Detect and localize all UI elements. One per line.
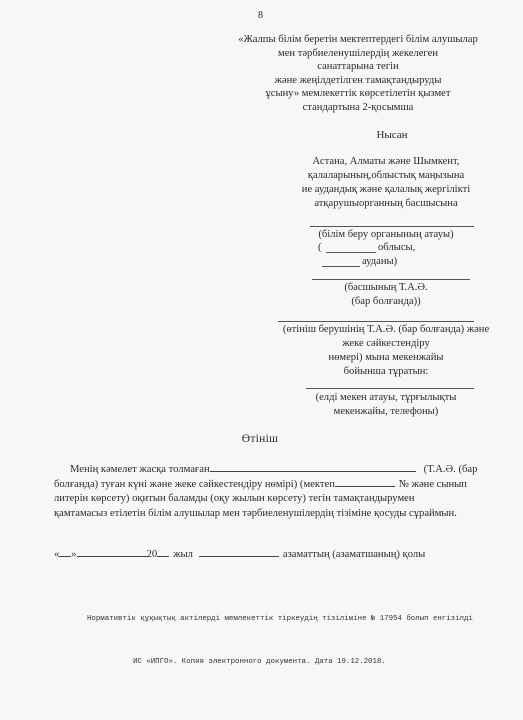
address-field-line[interactable] bbox=[306, 388, 474, 389]
applicant-field-line[interactable] bbox=[278, 321, 474, 322]
region-open-paren: ( bbox=[318, 242, 322, 253]
header-line: ұсыну» мемлекеттік көрсетілетін қызмет bbox=[265, 88, 451, 100]
applicant-caption-2: жеке сәйкестендіру bbox=[342, 338, 430, 349]
year-prefix: 20 bbox=[146, 549, 158, 560]
applicant-caption-4: бойынша тұратын: bbox=[343, 366, 429, 377]
org-name-field-line[interactable] bbox=[310, 226, 474, 227]
registry-note: Нормативтік құқықтық актілерді мемлекеттік тіркеудің тізіліміне № 17954 болып енгізілді bbox=[87, 615, 473, 623]
addressee-line: қалаларының,облыстық маңызына bbox=[307, 170, 465, 181]
header-line: стандартына 2-қосымша bbox=[302, 101, 414, 113]
addressee-line: Астана, Алматы және Шымкент, bbox=[312, 156, 460, 167]
date-signature-line bbox=[54, 546, 512, 562]
body-line-4: қамтамасыз етілетін білім алушылар мен тәрбиеленушілердің тізіміне қосуды сұраймын. bbox=[54, 508, 457, 519]
addressee-line: ие аудандық және қалалық жергілікті bbox=[301, 184, 471, 195]
body-text: (Т.А.Ә. (бар bbox=[423, 464, 478, 475]
signature-label: азаматтың (азаматшаның) қолы bbox=[282, 549, 426, 560]
addressee-block bbox=[252, 155, 520, 211]
head-caption-2: (бар болғанда)) bbox=[351, 296, 421, 307]
body-line-1 bbox=[54, 461, 512, 477]
org-name-caption: (білім беру органының атауы) bbox=[318, 229, 454, 240]
year-field[interactable] bbox=[157, 546, 169, 557]
district-field-line[interactable] bbox=[322, 266, 360, 267]
applicant-caption-1: (өтініш берушінің Т.А.Ә. (бар болғанда) және bbox=[282, 324, 490, 335]
footer-note: ИС «ИПГО». Копия электронного документа. Дата 19.12.2018. bbox=[133, 658, 386, 666]
document-title: Өтініш bbox=[241, 433, 279, 445]
body-text: Менің кәмелет жасқа толмаған bbox=[70, 464, 210, 475]
region-field-line[interactable] bbox=[326, 252, 376, 253]
district-label: ауданы) bbox=[362, 256, 398, 267]
header-line: санаттарына тегін bbox=[317, 61, 399, 73]
region-label: облысы, bbox=[378, 242, 416, 253]
body-line-3: литерін көрсету) оқитын баламды (оқу жылын көрсету) тегін тамақтандырумен bbox=[54, 493, 415, 504]
page-number: 8 bbox=[258, 10, 263, 21]
body-line-2 bbox=[54, 476, 512, 492]
header-line: мен тәрбиеленушілердің жекелеген bbox=[278, 47, 438, 59]
header-line: және жеңілдетілген тамақтандыруды bbox=[274, 74, 442, 86]
date-close-quote: » bbox=[71, 549, 77, 560]
day-field[interactable] bbox=[59, 546, 71, 557]
body-text: болғанда) туған күні және жеке сәйкестендіру нөмірі) (мектеп bbox=[54, 479, 335, 490]
appendix-header bbox=[222, 33, 494, 115]
body-text: № және сынып bbox=[398, 479, 467, 490]
addressee-line: атқарушыорганның басшысына bbox=[314, 198, 458, 209]
month-field[interactable] bbox=[77, 546, 147, 557]
head-name-field-line[interactable] bbox=[312, 279, 470, 280]
year-suffix: жыл bbox=[173, 549, 193, 560]
signature-field[interactable] bbox=[199, 546, 279, 557]
applicant-caption-3: нөмері) мына мекенжайы bbox=[328, 352, 444, 363]
address-caption-2: мекенжайы, телефоны) bbox=[333, 406, 439, 417]
school-field[interactable] bbox=[335, 476, 395, 487]
address-caption-1: (елді мекен атауы, тұрғылықты bbox=[315, 392, 457, 403]
date-open-quote: « bbox=[54, 549, 60, 560]
child-name-field[interactable] bbox=[210, 461, 416, 472]
form-label: Нысан bbox=[376, 129, 408, 141]
head-caption-1: (басшының Т.А.Ә. bbox=[344, 282, 428, 293]
header-line: «Жалпы білім беретін мектептердегі білім алушылар bbox=[238, 34, 478, 45]
